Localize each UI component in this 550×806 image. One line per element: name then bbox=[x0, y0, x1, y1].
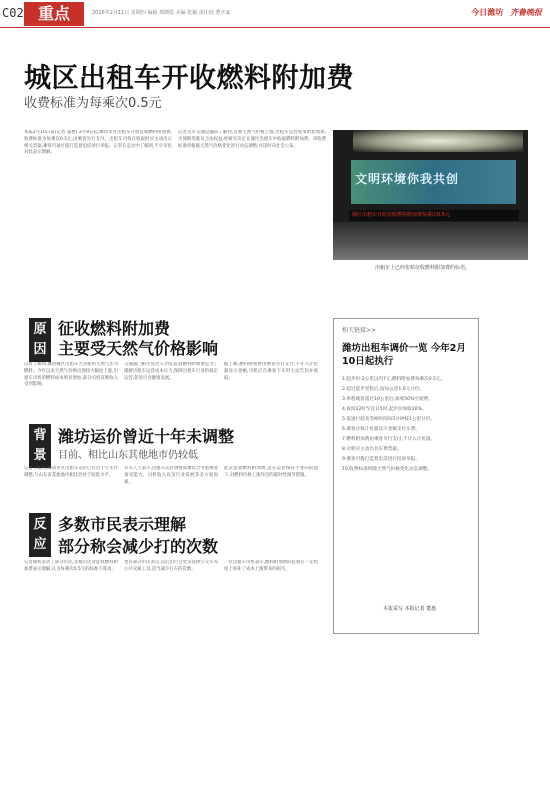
page-subheadline: 收费标准为每乘次0.5元 bbox=[24, 96, 162, 111]
masthead-right bbox=[471, 7, 542, 18]
photo-caption: 出租车上已经张贴征收燃料附加费的标语。 bbox=[375, 265, 471, 271]
section-label: 重点 bbox=[24, 2, 84, 26]
fare-list bbox=[342, 376, 470, 473]
list-item: 7.燃料附加费由乘客另行支付,不计入计价器。 bbox=[342, 437, 436, 442]
background-body-1: 记者了解到,潍坊市区出租车运价已有近十年未作调整,与山东省其他地市相比仍处于较低水平。 bbox=[24, 466, 118, 478]
tag-reason: 原因 bbox=[29, 318, 51, 362]
related-link-title: 潍坊出租车调价一览 今年2月10日起执行 bbox=[342, 343, 466, 367]
page-number: C02 bbox=[2, 6, 24, 20]
reason-body-2: 交通部门相关负责人介绍,征收燃料附加费是为了缓解出租车运营成本压力,保障出租车行业的稳定运营,促进行业健康发展。 bbox=[124, 362, 218, 381]
list-item: 10.收费标准将随天然气价格变化动态调整。 bbox=[342, 467, 432, 472]
background-body-2: 有关人士表示,出租车运价调整需要综合考虑乘客承受能力、司机收入以及行业发展等多方面因素。 bbox=[124, 466, 218, 485]
section-reason-title-1: 征收燃料附加费 bbox=[58, 319, 171, 338]
reason-body-1: 记者了解到,潍坊城区出租车大多使用天然气作为燃料。今年以来天然气价格出现较大幅度上涨,出租车司机的燃料成本明显增加,部分司机反映收入受到影响。 bbox=[24, 362, 118, 388]
section-background-title: 潍坊运价曾近十年未调整 bbox=[58, 427, 235, 446]
tag-reaction: 反应 bbox=[29, 513, 51, 557]
car-dashboard bbox=[333, 222, 528, 260]
list-item: 6.乘客应按计价器显示金额支付车费。 bbox=[342, 427, 420, 432]
background-body-3: 此次征收燃料附加费,是在运价保持不变的前提下,对燃料价格上涨作出的临时性调节措施。 bbox=[224, 466, 318, 478]
related-link-box bbox=[333, 318, 479, 634]
page-headline: 城区出租车开收燃料附加费 bbox=[24, 63, 354, 94]
taxi-interior-photo bbox=[333, 130, 528, 260]
lead-column-1: 本报2月10日讯(记者 董惠) 2月9日起,潍坊市区出租车开始征收燃料附加费,收费标准为每乘次0.5元,由乘客另行支付。出租车司机在收取时应主动出示相关票据,乘客可通过拨打监督电话进行举报。记者在走访中了解到,不少市民对此表示理解。 bbox=[24, 130, 172, 156]
list-item: 4.夜间22时至次日5时,起步价加收20%。 bbox=[342, 407, 427, 412]
newspaper-logo: 齐鲁晚报 bbox=[510, 7, 542, 17]
column-label: 今日潍坊 bbox=[471, 8, 504, 17]
list-item: 5.低速行驶及等候时间每5分钟按1公里计价。 bbox=[342, 417, 435, 422]
list-item: 1.起步价:2公里以内7元,燃料附加费每乘次0.5元。 bbox=[342, 377, 446, 382]
byline-credits: 本报采写 本报记者 董惠 bbox=[383, 606, 437, 612]
reason-body-3: 据了解,燃料附加费由乘客另行支付,不计入计价器显示金额,司机应在乘客下车时主动告知并收取。 bbox=[224, 362, 318, 381]
list-item: 3.单程载客超过10公里后,加收50%空驶费。 bbox=[342, 397, 433, 402]
tag-background: 背景 bbox=[29, 424, 51, 468]
related-link-kicker: 相关链接>> bbox=[342, 327, 377, 334]
section-reason-title-2: 主要受天然气价格影响 bbox=[58, 339, 219, 358]
in-car-screen bbox=[351, 160, 516, 204]
issue-meta: 2016年2月11日 星期四 编辑 郑晓霞 美编 张颖 责任校 曹庆家 bbox=[92, 10, 231, 16]
reaction-body-3: 一位出租车司机表示,燃料附加费的征收在一定程度上弥补了成本上涨带来的损失。 bbox=[224, 560, 318, 572]
section-reaction-title-2: 部分称会减少打的次数 bbox=[58, 537, 219, 556]
screen-slogan: 文明环境你我共创 bbox=[355, 172, 460, 186]
list-item: 8.司机应主动出具车费票据。 bbox=[342, 447, 402, 452]
list-item: 9.乘客可拨打监督电话进行投诉举报。 bbox=[342, 457, 420, 462]
masthead bbox=[0, 0, 550, 28]
list-item: 2.超过起步里程后,按每公里1.6元计价。 bbox=[342, 387, 425, 392]
reaction-body-2: 也有部分市民表示,以后出行会更多选择公交车等公共交通工具,适当减少打车的次数。 bbox=[124, 560, 218, 572]
section-reaction-title-1: 多数市民表示理解 bbox=[58, 515, 187, 534]
lead-column-2: 记者从市交通运输局了解到,近期天然气价格上涨,出租车运营成本明显增加,为保障驾驶员合法权益,经研究决定在城区出租车中收取燃料附加费。该收费标准将根据天然气价格变化进行动态调整,并适时向社会公布。 bbox=[178, 130, 326, 149]
ceiling-light bbox=[353, 130, 523, 152]
section-background-subtitle: 目前、相比山东其他地市仍较低 bbox=[58, 450, 198, 461]
led-ticker: 城区出租车开始征收燃料附加费每乘次0.5元 bbox=[349, 210, 519, 221]
reaction-body-1: 记者随机采访了部分市民,多数市民对征收燃料附加费表示理解,认为每乘次0.5元的标准不算高。 bbox=[24, 560, 118, 572]
